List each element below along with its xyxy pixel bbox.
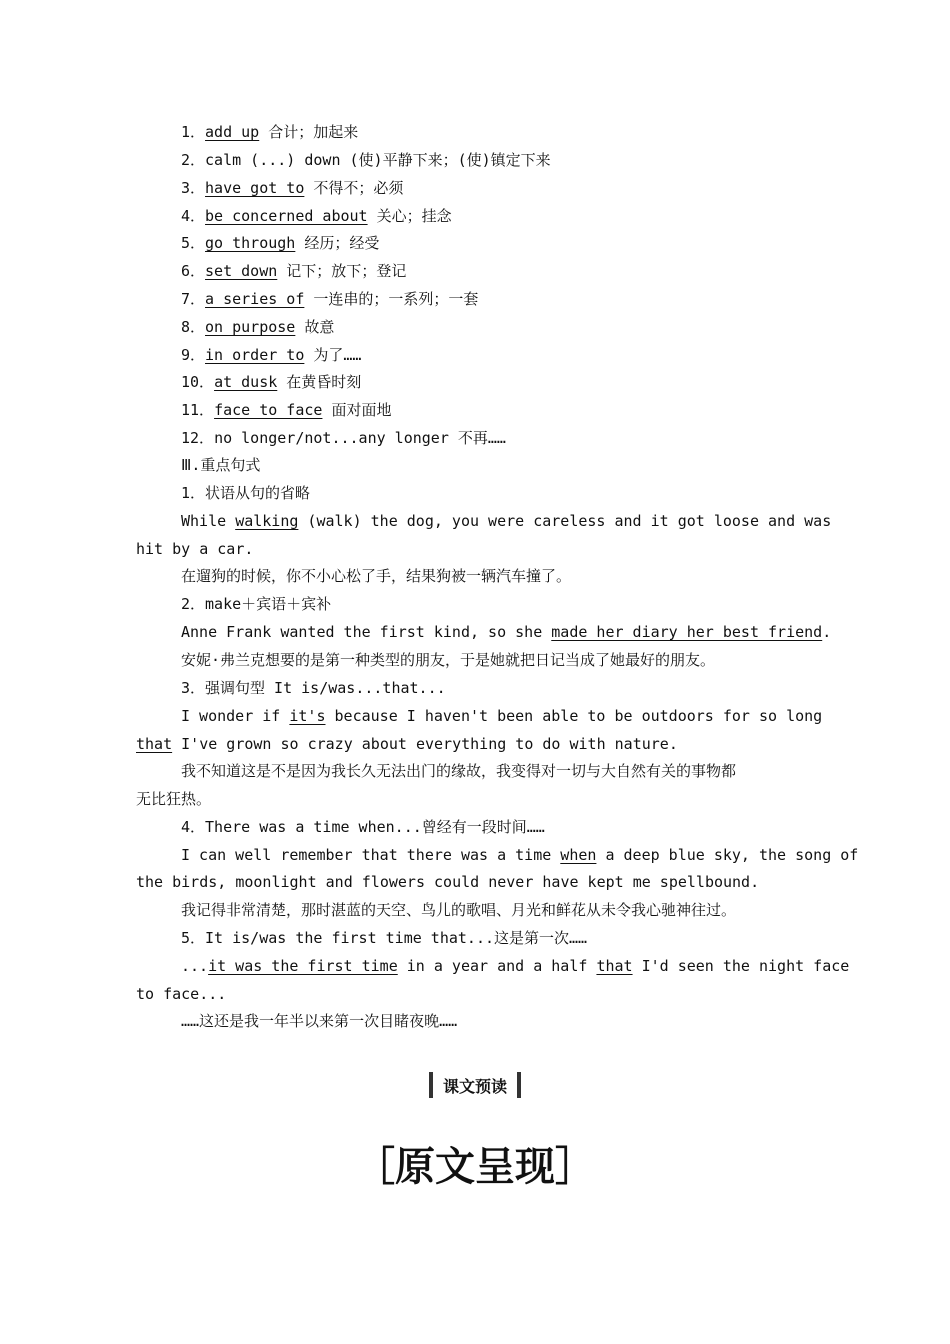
example-translation: 在遛狗的时候，你不小心松了手，结果狗被一辆汽车撞了。 [181, 567, 572, 585]
original-text-title: ［原文呈现］ [355, 1144, 595, 1190]
example-sentence-cont: the birds, moonlight and flowers could never have kept me spellbound. [136, 873, 760, 891]
example-sentence-cont: hit by a car. [136, 540, 254, 558]
example-translation: 我不知道这是不是因为我长久无法出门的缘故，我变得对一切与大自然有关的事物都 [181, 762, 737, 780]
phrase-item: 12．no longer/not...any longer 不再…… [181, 429, 506, 447]
phrase-item: 3．have got to 不得不；必须 [181, 179, 404, 197]
phrase-item: 2．calm (...) down (使)平静下来；(使)镇定下来 [181, 151, 551, 169]
example-translation: 我记得非常清楚，那时湛蓝的天空、鸟儿的歌唱、月光和鲜花从未令我心驰神往过。 [181, 901, 737, 919]
phrase-item: 7．a series of 一连串的；一系列；一套 [181, 290, 479, 308]
preview-section-label [0, 1072, 950, 1098]
phrase-item: 5．go through 经历；经受 [181, 234, 380, 252]
phrase-item: 4．be concerned about 关心；挂念 [181, 207, 452, 225]
phrase-item: 9．in order to 为了…… [181, 346, 362, 364]
example-sentence-cont: that I've grown so crazy about everything to do with nature. [136, 735, 678, 753]
example-sentence: I wonder if it's because I haven't been able to be outdoors for so long [181, 707, 823, 725]
right-bar-decoration [517, 1072, 521, 1098]
pattern-title: 3．强调句型 It is/was...that... [181, 679, 446, 697]
phrase-item: 10．at dusk 在黄昏时刻 [181, 373, 362, 391]
example-translation-cont: 无比狂热。 [136, 790, 212, 808]
pattern-title: 1．状语从句的省略 [181, 484, 311, 502]
preview-label-text: 课文预读 [442, 1076, 507, 1096]
phrase-item: 11．face to face 面对面地 [181, 401, 392, 419]
example-sentence: Anne Frank wanted the first kind, so she made her diary her best friend. [181, 623, 832, 641]
left-bar-decoration [429, 1072, 433, 1098]
example-translation: 安妮·弗兰克想要的是第一种类型的朋友，于是她就把日记当成了她最好的朋友。 [181, 651, 716, 669]
pattern-title: 2．make＋宾语＋宾补 [181, 595, 332, 613]
example-sentence: ...it was the first time in a year and a half that I'd seen the night face [181, 957, 850, 975]
example-sentence: While walking (walk) the dog, you were careless and it got loose and was [181, 512, 832, 530]
example-sentence-cont: to face... [136, 985, 227, 1003]
pattern-title: 5．It is/was the first time that...这是第一次…… [181, 929, 588, 947]
phrase-item: 1．add up 合计；加起来 [181, 123, 359, 141]
section-heading: Ⅲ.重点句式 [181, 456, 261, 474]
phrase-item: 8．on purpose 故意 [181, 318, 335, 336]
pattern-title: 4．There was a time when...曾经有一段时间…… [181, 818, 545, 836]
example-sentence: I can well remember that there was a time when a deep blue sky, the song of [181, 846, 859, 864]
example-translation: ……这还是我一年半以来第一次目睹夜晚…… [181, 1012, 458, 1030]
phrase-item: 6．set down 记下；放下；登记 [181, 262, 407, 280]
